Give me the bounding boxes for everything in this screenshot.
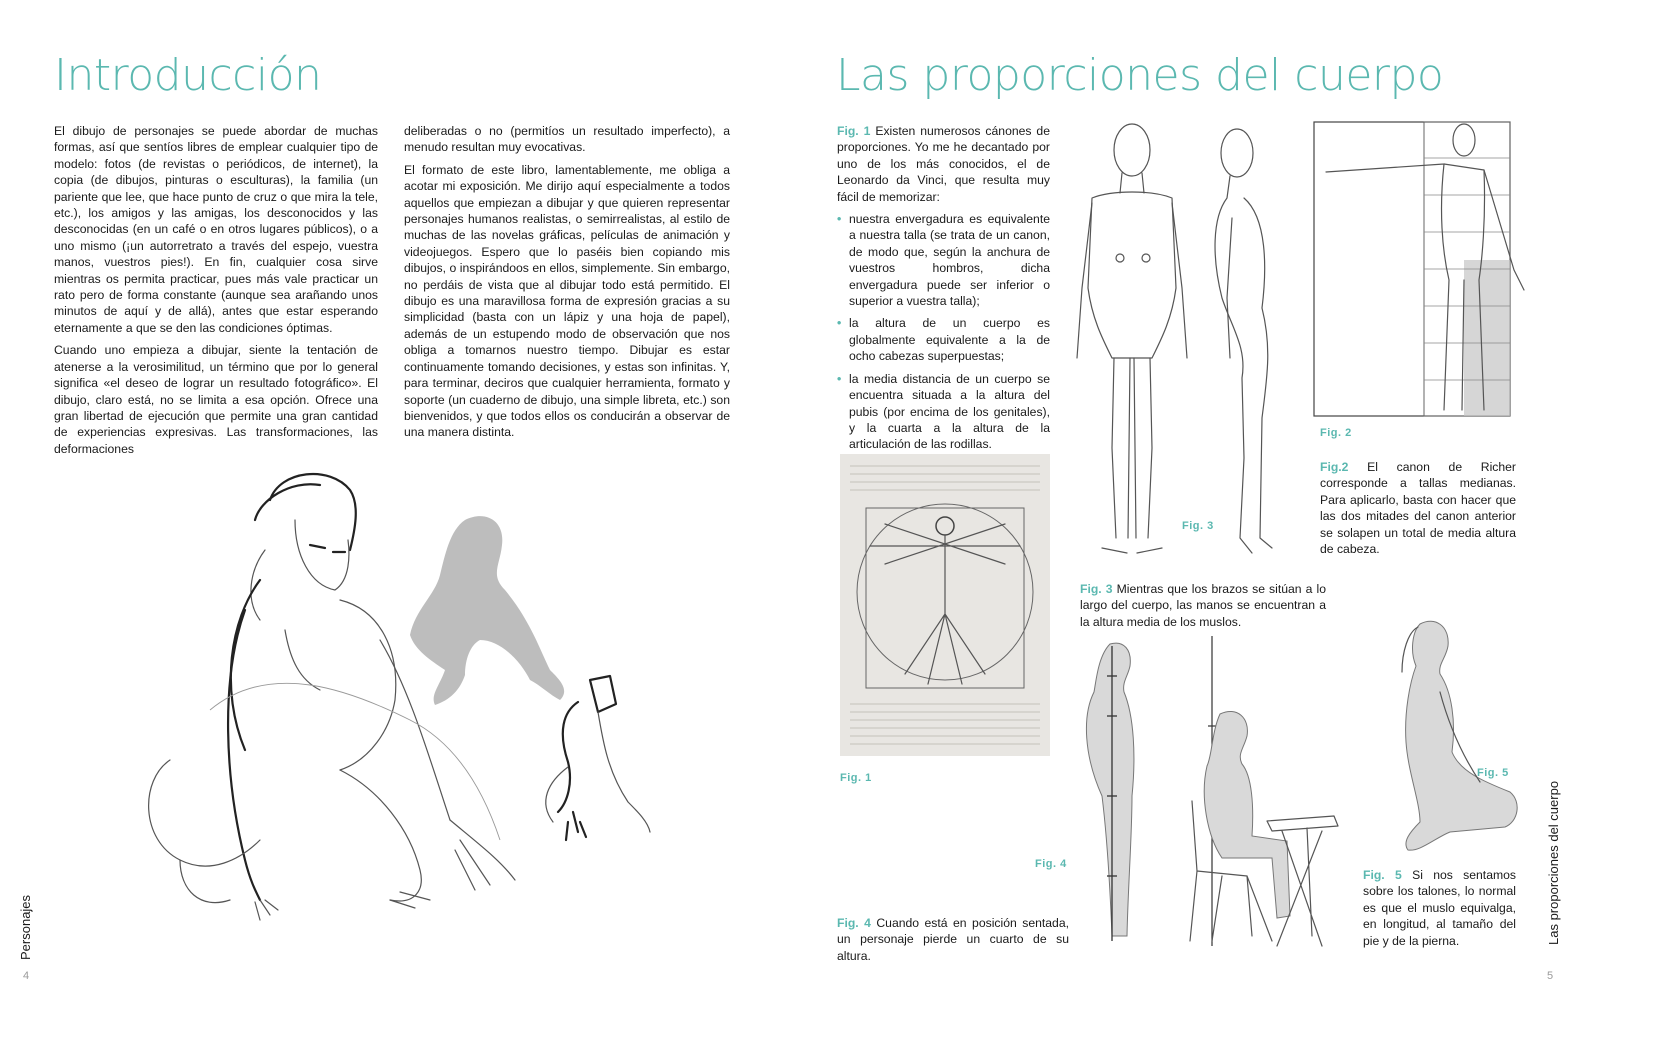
vitruvian-man-image — [840, 454, 1050, 756]
page-number: 5 — [1547, 970, 1554, 982]
paragraph: El formato de este libro, lamentablemente, me obliga a acotar mi exposición. Me dirijo aquí especialmente a todos aquellos que empiezan a dibujar y que quieren representar personajes humanos realistas, o semirrealistas, al estilo de muchas de las novelas gráficas, películas de animación y videojuegos. Espero que lo paséis bien copiando mis dibujos, o inspirándoos en ellos, simplemente. Sin embargo, no perdáis de vista que al dibujar todo está permitido. El dibujo es una maravillosa forma de expresión gracias a su simplicidad (basta con un lápiz y una hoja de papel), además de un estupendo modo de observación que nos obliga a tomarnos nuestro tiempo. Dibujar es estar continuamente tomando decisiones, y estas son infinitas. Y, para terminar, deciros que cualquier herramienta, formato y soporte (un cuaderno de dibujo, una simple libreta, etc.) son bienvenidos, y que todos ellos os conducirán a observar de una manera distinta. — [404, 162, 730, 440]
side-label-personajes: Personajes — [18, 894, 33, 960]
page-title-proporciones: Las proporciones del cuerpo — [836, 50, 1444, 101]
fig5-caption-text: Si nos sentamos sobre los talones, lo normal es que el muslo equivalga, en longitud, al tamaño del pie y de la pierna. — [1363, 868, 1516, 948]
fig3-caption-label: Fig. 3 — [1080, 582, 1113, 596]
fig1-intro-text: Existen numerosos cánones de proporciones. Yo me he decantado por uno de los más conocidos, el de Leonardo da Vinci, que resulta muy fácil de memorizar: — [837, 124, 1050, 204]
fig2-caption-label: Fig.2 — [1320, 460, 1349, 474]
line-figure-sketch — [538, 672, 668, 852]
page-title-introduccion: Introducción — [54, 50, 322, 101]
fig4-caption — [837, 915, 1069, 964]
proportion-bullets — [837, 211, 1050, 453]
left-page — [0, 0, 831, 1058]
standing-figures-front-side — [1072, 118, 1302, 570]
paragraph: deliberadas o no (permitíos un resultado imperfecto), a menudo resultan muy evocativas. — [404, 124, 730, 155]
fig1-label: Fig. 1 — [837, 124, 871, 138]
right-page — [832, 0, 1663, 1058]
fig3-image-label: Fig. 3 — [1182, 520, 1214, 532]
page-number: 4 — [23, 970, 30, 982]
fig4-caption-label: Fig. 4 — [837, 916, 871, 930]
paragraph: Cuando uno empieza a dibujar, siente la tentación de atenerse a la verosimilitud, un término que por lo general significa «el deseo de lograr un resultado fotográfico». El dibujo, claro está, no se limita a esa opción. Ofrece una gran libertad de ejecución que permite una gran cantidad de experiencias expresivas. Las transformaciones, las deformaciones — [54, 343, 378, 456]
fig2-caption-text: El canon de Richer corresponde a tallas medianas. Para aplicarlo, basta con hacer que las dos mitades del canon anterior se solapen un total de media altura de cabeza. — [1320, 460, 1516, 557]
fig2-image-label: Fig. 2 — [1320, 427, 1352, 439]
paragraph: El dibujo de personajes se puede abordar de muchas formas, así que sentíos libres de emplear cualquier tipo de modelo: fotos (de revistas o periódicos, de internet), la copia (de dibujos, pinturas o esculturas), la familia (un pariente que lee, que hace punto de cruz o que mira la tele, etc.), los amigos y las amigas, los desconocidos y las desconocidas (en un café o en otros lugares públicos), o a uno mismo (¡un autorretrato a través del espejo, vuestra manos, vuestros pies!). En fin, cualquier cosa sirve mientras os permita practicar, pues más vale practicar un rato pero de forma constante (aunque sea arañando unos minutos de aquí y de allá), antes que estar esperando eternamente a que se den las condiciones óptimas. — [54, 124, 378, 335]
fig2-caption — [1320, 459, 1516, 557]
fig3-caption — [1080, 581, 1326, 630]
standing-and-seated-figures — [1072, 636, 1352, 956]
fig1-intro-block — [837, 123, 1050, 459]
fig5-caption — [1363, 867, 1516, 949]
bullet-item: • la media distancia de un cuerpo se encuentra situada a la altura del pubis (por encima de los genitales), y la cuarta a la altura de la articulación de las rodillas. — [837, 371, 1050, 453]
bullet-item: • la altura de un cuerpo es globalmente equivalente a la de ocho cabezas superpuestas; — [837, 315, 1050, 364]
fig4-image-label: Fig. 4 — [1035, 858, 1067, 870]
fig4-caption-text: Cuando está en posición sentada, un personaje pierde un cuarto de su altura. — [837, 916, 1069, 963]
side-label-proporciones: Las proporciones del cuerpo — [1546, 780, 1561, 945]
text-column-2 — [404, 123, 730, 447]
bullet-item: • nuestra envergadura es equivalente a nuestra talla (se trata de un canon, de modo que, según la anchura de vuestros hombros, dicha envergadura puede ser inferior o superior a vuestra talla); — [837, 211, 1050, 309]
text-column-1 — [54, 123, 378, 463]
fig3-caption-text: Mientras que los brazos se sitúan a lo largo del cuerpo, las manos se encuentran a la altura media de los muslos. — [1080, 582, 1326, 629]
fig1-image-label: Fig. 1 — [840, 772, 872, 784]
kneeling-figure — [1380, 612, 1530, 862]
fig5-caption-label: Fig. 5 — [1363, 868, 1402, 882]
fig5-image-label: Fig. 5 — [1477, 767, 1509, 779]
richer-canon-figure — [1314, 120, 1514, 420]
